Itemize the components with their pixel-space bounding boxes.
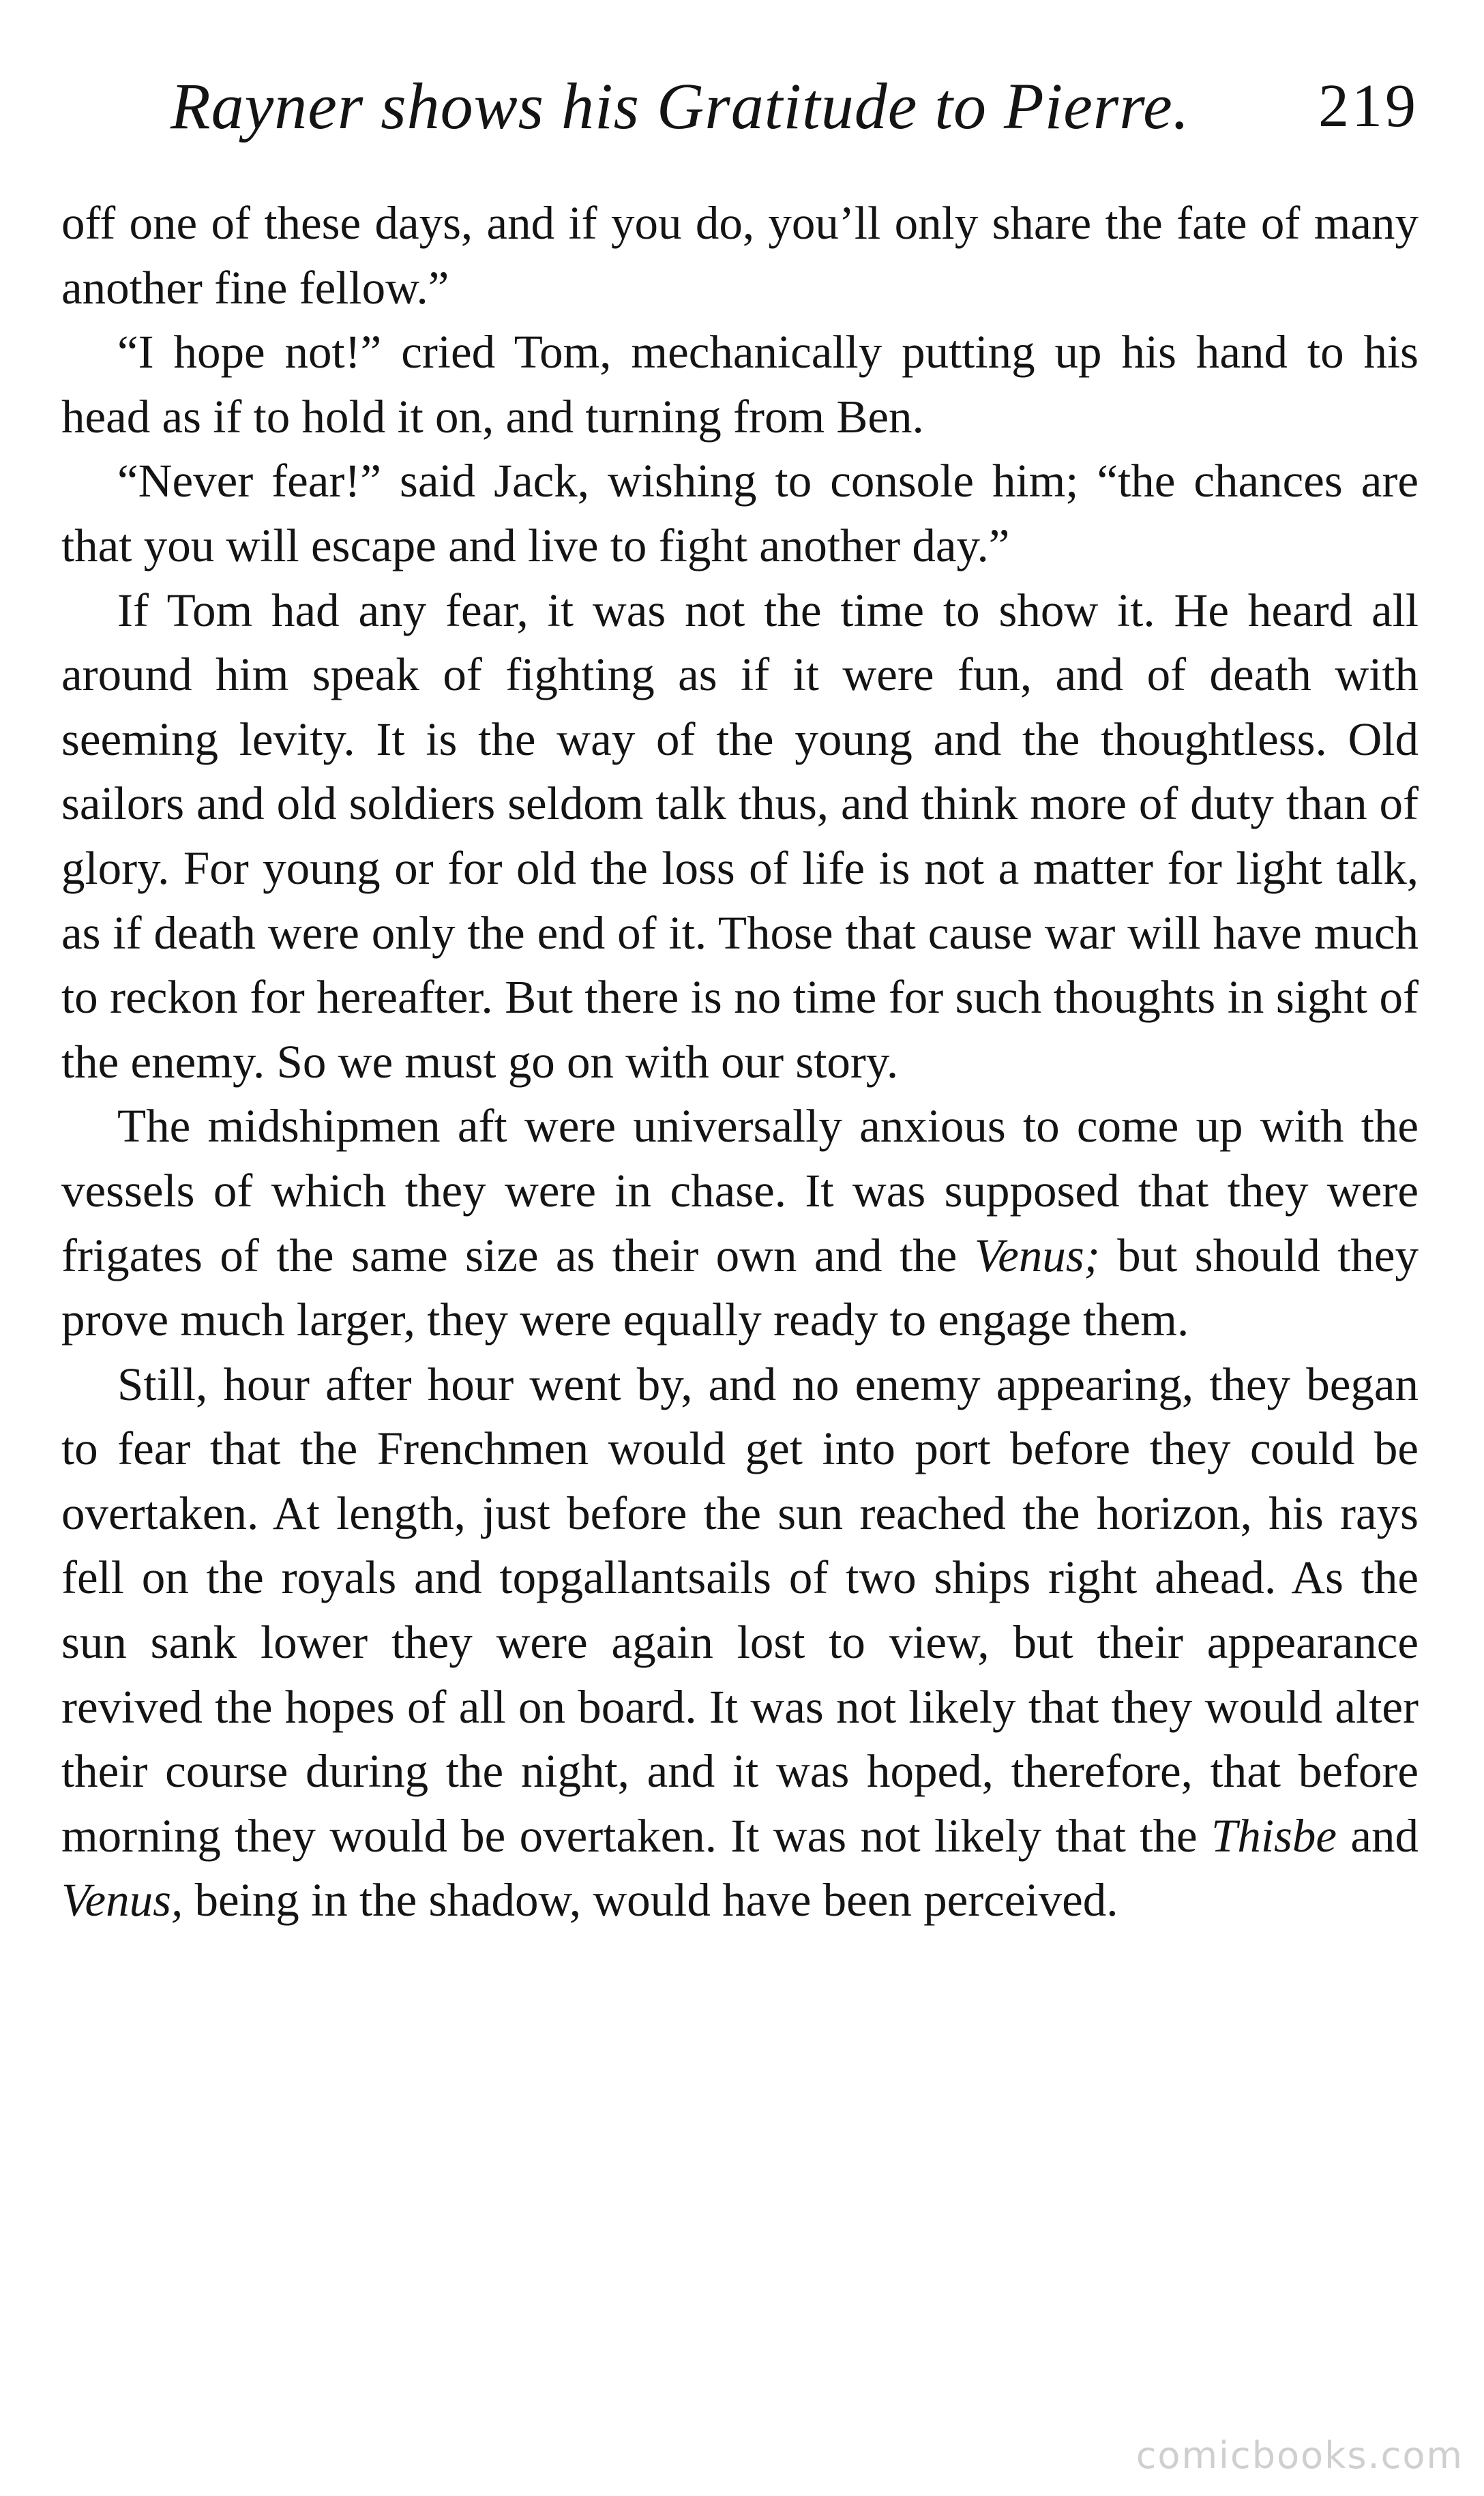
running-head (61, 61, 1419, 164)
italic-ship-name: Venus; (974, 1229, 1100, 1281)
text-run: being in the shadow, would have been perceived. (183, 1874, 1118, 1927)
running-title: Rayner shows his Gratitude to Pierre. (170, 70, 1190, 143)
text-run: If Tom had any fear, it was not the time to show it. He heard all around him speak of fighting as if it were fun, and of death with seeming levity. It is the way of the young and the thoughtless. Old sailors and old soldiers seldom talk thus, and think more of duty than of glory. For young or for old the loss of life is not a matter for light talk, as if death were only the end of it. Those that cause war will have much to reckon for hereafter. But there is no time for such thoughts in sight of the enemy. So we must go on with our story. (61, 584, 1419, 1088)
italic-ship-name: Thisbe (1211, 1809, 1337, 1862)
body-text (61, 191, 1419, 1933)
paragraph (61, 1352, 1419, 1933)
paragraph (61, 1094, 1419, 1352)
book-page (61, 61, 1419, 2462)
paragraph (61, 320, 1419, 449)
italic-ship-name: Venus, (61, 1874, 183, 1927)
text-run: “Never fear!” said Jack, wishing to console him; “the chances are that you will escape and live to fight another day.” (61, 455, 1419, 571)
paragraph (61, 449, 1419, 578)
text-run: “I hope not!” cried Tom, mechanically putting up his hand to his head as if to hold it on, and turning from Ben. (61, 326, 1419, 443)
text-run: The midshipmen aft were universally anxious to come up with the vessels of which they were in chase. It was supposed that they were frigates of the same size as their own and the (61, 1100, 1419, 1281)
paragraph (61, 578, 1419, 1095)
text-run: but should they prove much larger, they were equally ready to engage them. (61, 1229, 1419, 1346)
text-run: off one of these days, and if you do, you’ll only share the fate of many another fine fellow.” (61, 197, 1419, 314)
text-run: Still, hour after hour went by, and no enemy appearing, they began to fear that the Frenchmen would get into port before they could be overtaken. At length, just before the sun reached the horizon, his rays fell on the royals and topgallantsails of two ships right ahead. As the sun sank lower they were again lost to view, but their appearance revived the hopes of all on board. It was not likely that they would alter their course during the night, and it was hoped, therefore, that before morning they would be overtaken. It was not likely that the (61, 1358, 1419, 1862)
page-number: 219 (1318, 72, 1419, 140)
watermark: comicbooks.com (1136, 2434, 1464, 2477)
paragraph (61, 191, 1419, 320)
text-run: and (1337, 1809, 1419, 1862)
